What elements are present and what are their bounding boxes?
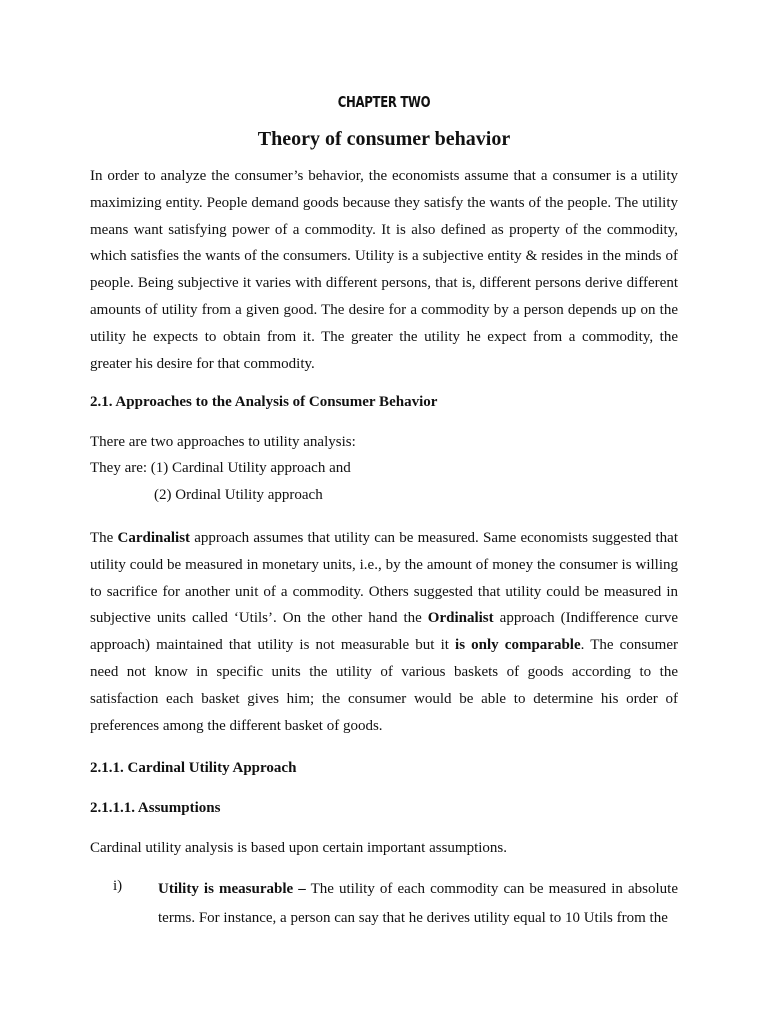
intro-paragraph: In order to analyze the consumer’s behavior, the economists assume that a consumer is a utility maximizing entity. People demand goods because they satisfy the wants of the people. The utility means want satisfying power of a commodity. It is also defined as property of the commodity, which satisfies the wants of the consumers. Utility is a subjective entity & resides in the minds of people. Being subjective it varies with different persons, that is, different persons derive different amounts of utility from a given good. The desire for a commodity by a person depends up on the utility he expects to obtain from it. The greater the utility he expect from a commodity, the greater his desire for that commodity. bbox=[90, 168, 678, 372]
assumption-item bbox=[158, 875, 678, 933]
assumption-title: Utility is measurable – bbox=[158, 881, 306, 897]
assumption-text: The utility of each commodity can be measured in absolute terms. For instance, a person can say that he derives utility equal to 10 Utils from the bbox=[158, 881, 678, 926]
chapter-label: CHAPTER TWO bbox=[337, 93, 431, 111]
assumption-number: i) bbox=[113, 878, 123, 894]
cardinalist-term: Cardinalist bbox=[117, 530, 191, 546]
section-2-1-heading: 2.1. Approaches to the Analysis of Consumer Behavior bbox=[90, 394, 438, 410]
section-2-1-1-1-heading: 2.1.1.1. Assumptions bbox=[90, 800, 221, 816]
section-2-1-1-heading: 2.1.1. Cardinal Utility Approach bbox=[90, 760, 297, 776]
ordinalist-term: Ordinalist bbox=[427, 610, 494, 627]
cardinal-text-1: The bbox=[90, 530, 118, 546]
assumptions-intro: Cardinal utility analysis is based upon certain important assumptions. bbox=[90, 840, 508, 856]
approaches-line-2: They are: (1) Cardinal Utility approach and bbox=[90, 460, 351, 476]
approaches-line-3: (2) Ordinal Utility approach bbox=[154, 487, 323, 503]
cardinal-text-3: approach (Indifference curve approach) maintained that utility is not measurable but it bbox=[90, 610, 678, 654]
cardinal-paragraph bbox=[90, 525, 678, 739]
cardinal-text-4: . The consumer need not know in specific units the utility of various baskets of goods according to the satisfaction each basket gives him; the consumer would be able to determine his order of preferences among the different basket of goods. bbox=[90, 637, 678, 734]
only-comparable-term: is only comparable bbox=[455, 637, 581, 654]
page-title: Theory of consumer behavior bbox=[257, 128, 511, 150]
cardinal-text-2: approach assumes that utility can be measured. Same economists suggested that utility could be measured in monetary units, i.e., by the amount of money the consumer is willing to sacrifice for another unit of a commodity. Others suggested that utility could be measured in subjective units called ‘Utils’. On the other hand the bbox=[90, 530, 678, 627]
approaches-line-1: There are two approaches to utility analysis: bbox=[90, 434, 356, 450]
